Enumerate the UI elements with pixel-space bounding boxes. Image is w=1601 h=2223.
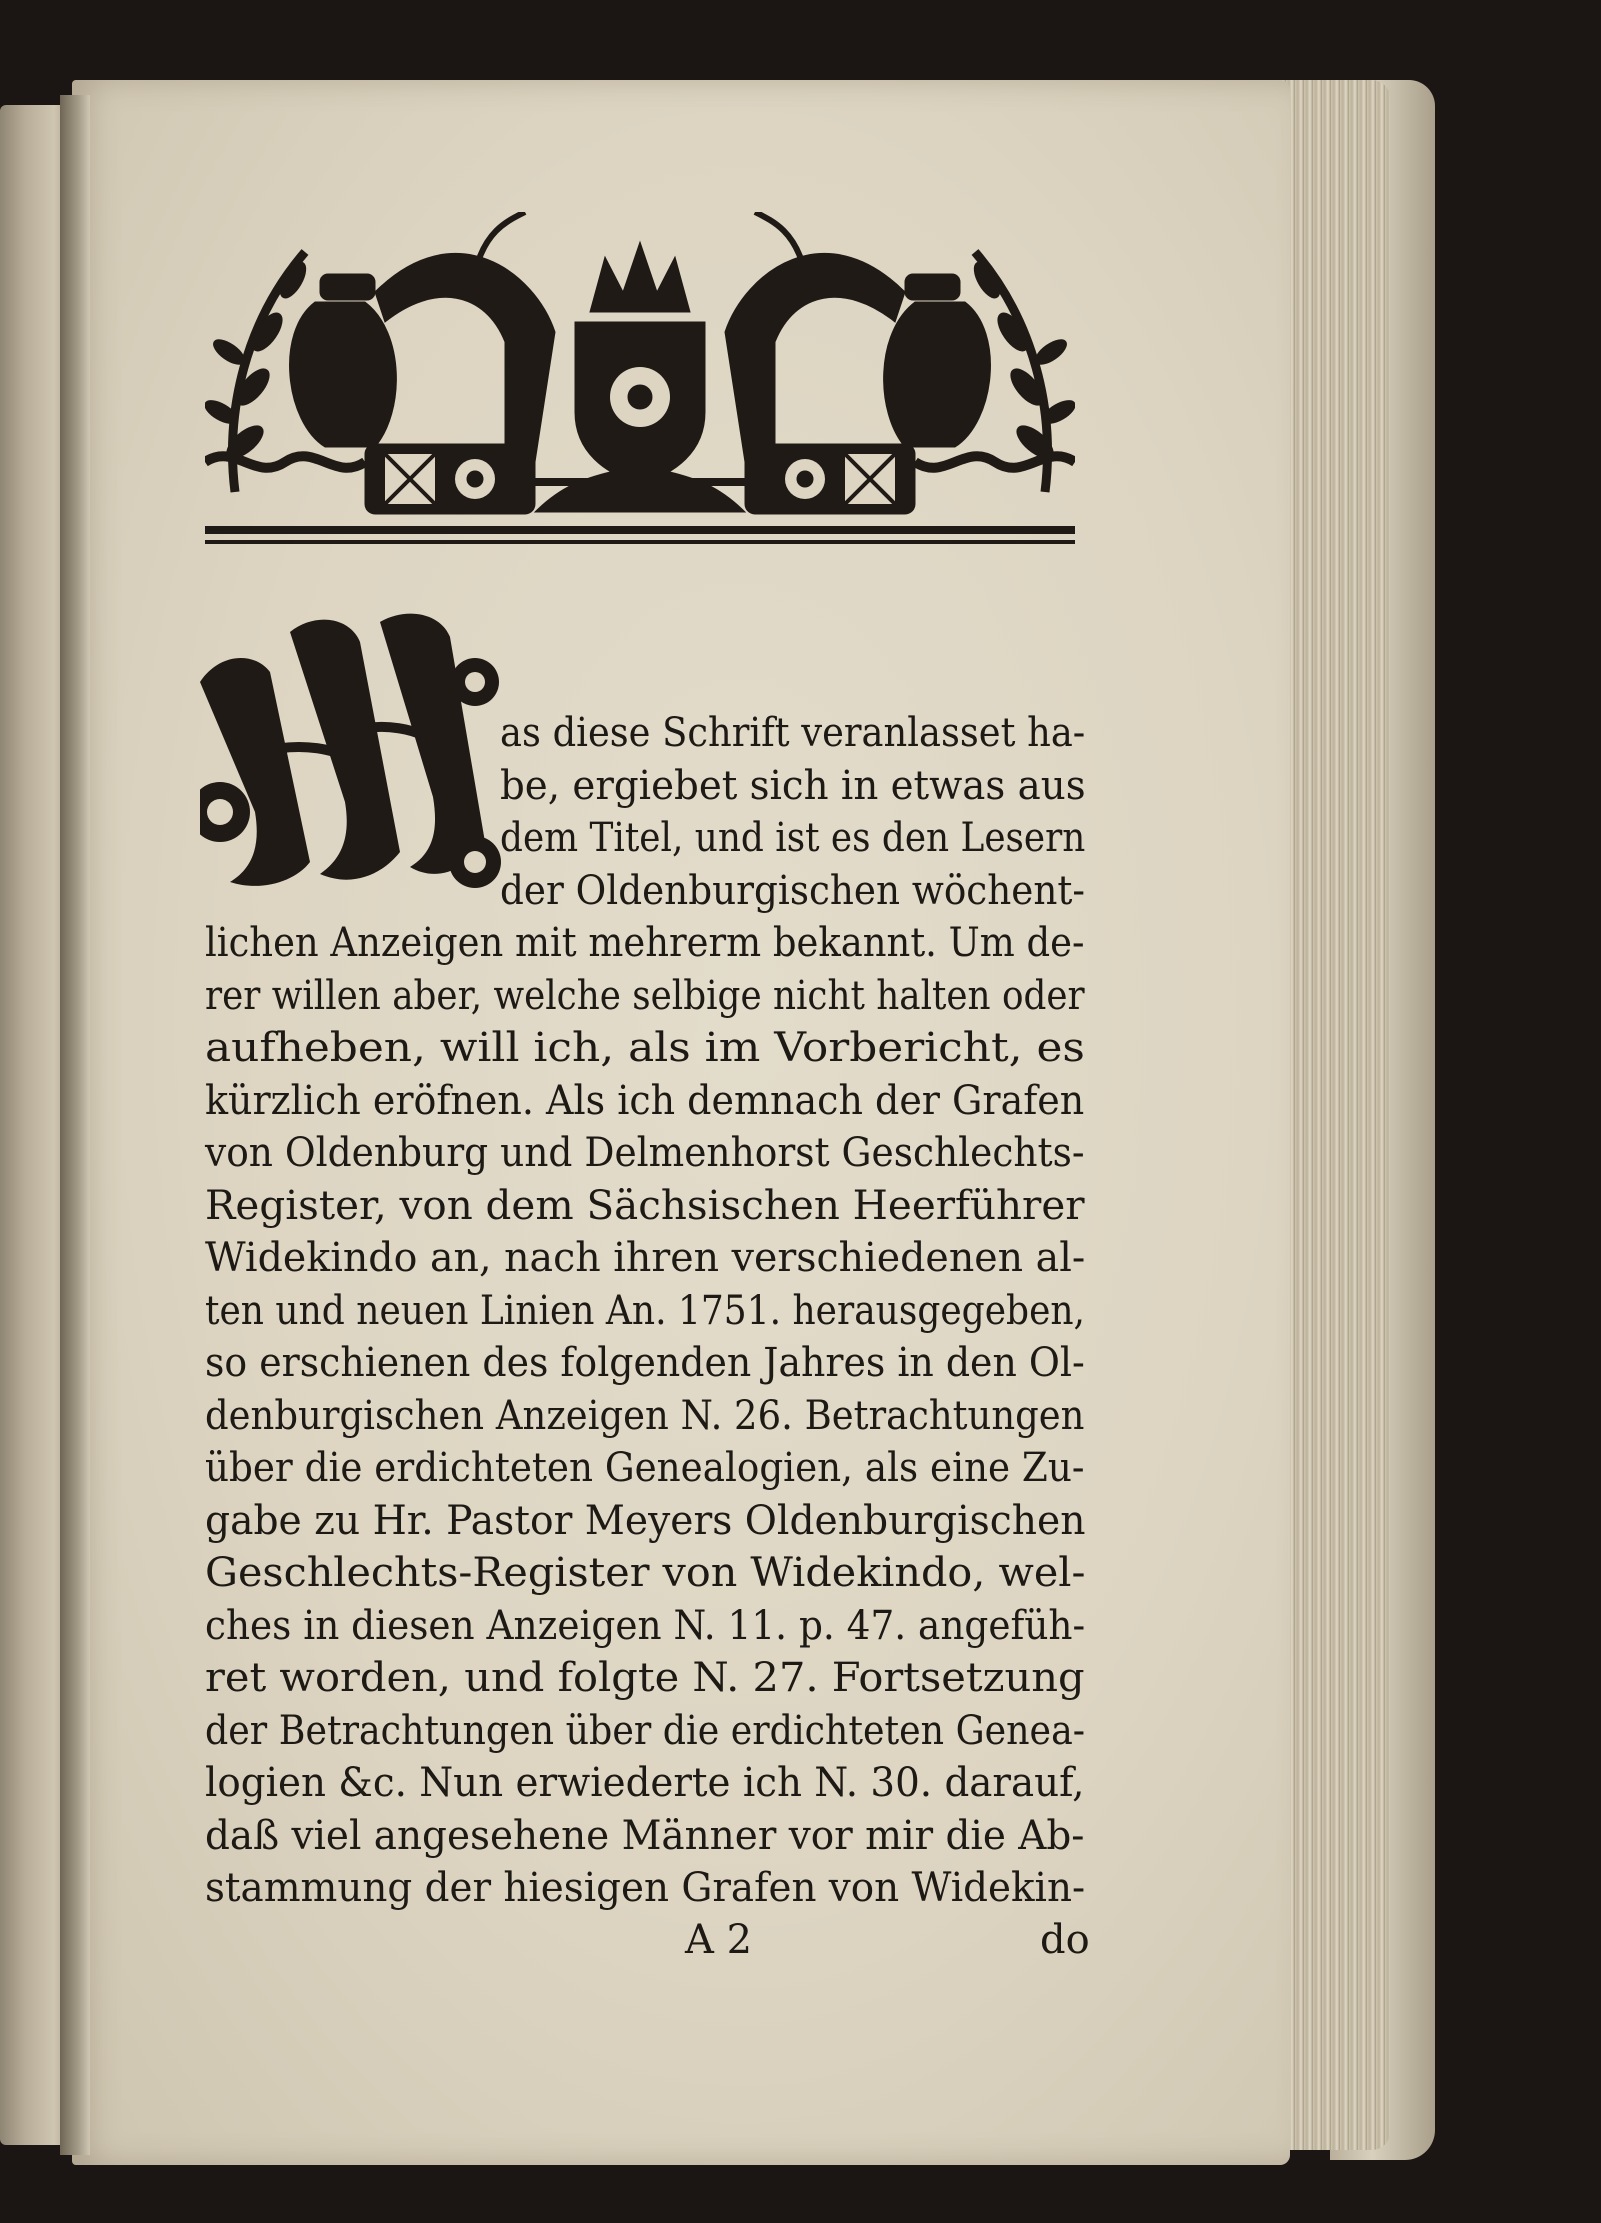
text-line: ret worden, und folgte N. 27. Fortsetzung	[205, 1655, 1085, 1701]
text-line: logien &c. Nun erwiederte ich N. 30. darauf,	[205, 1760, 1085, 1806]
text-line: daß viel angesehene Männer vor mir die Ab-	[205, 1812, 1085, 1859]
text-line: stammung der hiesigen Grafen von Widekin-	[205, 1865, 1086, 1911]
text-line: Widekindo an, nach ihren verschiedenen al-	[205, 1235, 1086, 1281]
catchword: do	[1040, 1917, 1090, 1963]
text-line: der Oldenburgischen wöchent-	[500, 867, 1085, 914]
ornamental-headpiece	[205, 212, 1075, 552]
gutter	[60, 95, 90, 2155]
text-line: as diese Schrift veranlasset ha-	[500, 710, 1086, 756]
text-line: so erschienen des folgenden Jahres in den Ol-	[205, 1340, 1085, 1386]
text-line: lichen Anzeigen mit mehrerm bekannt. Um de-	[205, 920, 1085, 966]
text-line: von Oldenburg und Delmenhorst Geschlechts-	[205, 1130, 1085, 1176]
text-line: denburgischen Anzeigen N. 26. Betrachtungen	[205, 1392, 1085, 1439]
text-line: rer willen aber, welche selbige nicht halten oder	[205, 972, 1085, 1019]
text-line: be, ergiebet sich in etwas aus	[500, 762, 1086, 809]
text-line: ches in diesen Anzeigen N. 11. p. 47. angefüh-	[205, 1602, 1086, 1649]
text-line: ten und neuen Linien An. 1751. herausgegeben,	[205, 1287, 1086, 1334]
text-line: über die erdichteten Genealogien, als eine Zu-	[205, 1445, 1085, 1491]
text-line: kürzlich eröfnen. Als ich demnach der Grafen	[205, 1077, 1085, 1124]
drop-initial	[200, 612, 505, 897]
text-line: gabe zu Hr. Pastor Meyers Oldenburgischen	[205, 1497, 1086, 1544]
text-line: aufheben, will ich, als im Vorbericht, es	[205, 1025, 1085, 1071]
text-line: Register, von dem Sächsischen Heerführer	[205, 1182, 1085, 1229]
text-line: Geschlechts-Register von Widekindo, wel-	[205, 1550, 1086, 1596]
signature-mark: A 2	[685, 1917, 753, 1963]
text-line: dem Titel, und ist es den Lesern	[500, 815, 1086, 861]
text-line: der Betrachtungen über die erdichteten Genea-	[205, 1707, 1086, 1754]
